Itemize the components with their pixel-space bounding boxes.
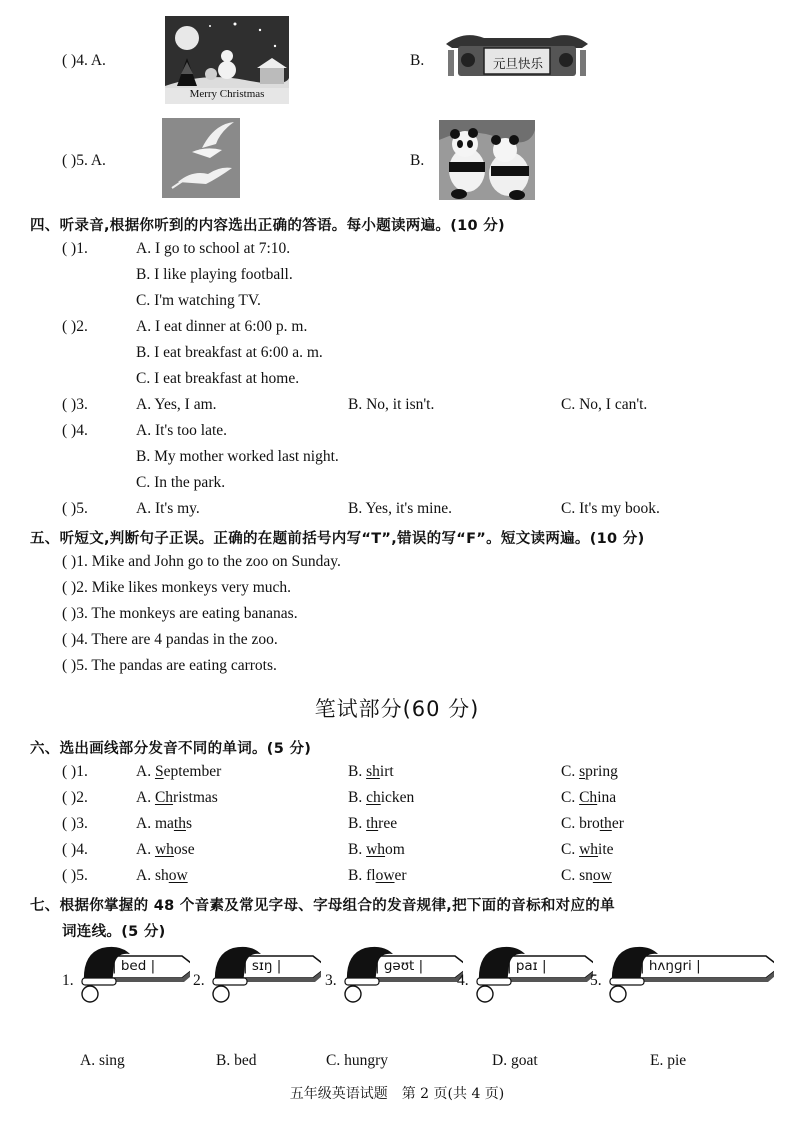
s4-q5-a: A. It's my. <box>136 500 200 517</box>
santa-hat-pencil-icon-5 <box>608 944 774 1004</box>
phonetic-label-1[interactable]: | bed | <box>112 958 156 974</box>
s4-q5-c: C. It's my book. <box>561 500 660 517</box>
s6-q3-num: ( )3. <box>62 815 88 832</box>
picture-question-5-b: B. <box>410 152 425 169</box>
s5-item-3: ( )3. The monkeys are eating bananas. <box>62 605 298 622</box>
pencil-number-2: 2. <box>193 972 205 989</box>
new-year-caption: 元旦快乐 <box>492 56 543 71</box>
s4-q2-a: A. I eat dinner at 6:00 p. m. <box>136 318 308 335</box>
s5-item-4: ( )4. There are 4 pandas in the zoo. <box>62 631 278 648</box>
s6-q2-b: B. chicken <box>348 789 415 806</box>
s4-q4-c: C. In the park. <box>136 474 226 491</box>
santa-hat-pencil-icon-1 <box>80 944 190 1004</box>
s4-q3-a: A. Yes, I am. <box>136 396 217 413</box>
word-b[interactable]: B. bed <box>216 1052 257 1069</box>
merry-christmas-caption: Merry Christmas <box>189 88 265 100</box>
santa-hat-pencil-icon-3 <box>343 944 463 1004</box>
word-c[interactable]: C. hungry <box>326 1052 388 1069</box>
s4-q4-b: B. My mother worked last night. <box>136 448 339 465</box>
phonetic-label-4[interactable]: | paɪ | <box>507 958 547 974</box>
phonetic-label-2[interactable]: | sɪŋ | <box>243 958 282 974</box>
s6-q2-a: A. Christmas <box>136 789 218 806</box>
section5-heading: 五、听短文,判断句子正误。正确的在题前括号内写“T”,错误的写“F”。短文读两遍。(10 分) <box>30 531 645 547</box>
section7-heading-line2: 词连线。(5 分) <box>62 924 166 940</box>
pandas-image <box>439 120 535 200</box>
s6-q5-a: A. show <box>136 867 188 884</box>
s6-q4-c: C. white <box>561 841 614 858</box>
s4-q2-b: B. I eat breakfast at 6:00 a. m. <box>136 344 323 361</box>
s5-item-5: ( )5. The pandas are eating carrots. <box>62 657 277 674</box>
s6-q1-c: C. spring <box>561 763 618 780</box>
s4-q2-c: C. I eat breakfast at home. <box>136 370 300 387</box>
picture-question-5: ( )5. A. <box>62 152 106 169</box>
pencil-number-1: 1. <box>62 972 74 989</box>
s4-q1-a: A. I go to school at 7:10. <box>136 240 291 257</box>
santa-hat-pencil-icon-2 <box>211 944 321 1004</box>
s4-q5-b: B. Yes, it's mine. <box>348 500 452 517</box>
birds-image <box>162 118 240 198</box>
christmas-image <box>165 16 289 104</box>
picture-question-4-b: B. <box>410 52 425 69</box>
s6-q4-a: A. whose <box>136 841 195 858</box>
s4-q3-c: C. No, I can't. <box>561 396 648 413</box>
word-d[interactable]: D. goat <box>492 1052 538 1069</box>
s4-q1-b: B. I like playing football. <box>136 266 293 283</box>
page-footer: 五年级英语试题 第 2 页(共 4 页) <box>289 1086 505 1102</box>
section4-heading: 四、听录音,根据你听到的内容选出正确的答语。每小题读两遍。(10 分) <box>30 218 505 234</box>
s4-q3-num: ( )3. <box>62 396 88 413</box>
s6-q4-b: B. whom <box>348 841 405 858</box>
word-a[interactable]: A. sing <box>80 1052 125 1069</box>
s6-q4-num: ( )4. <box>62 841 88 858</box>
s4-q1-num: ( )1. <box>62 240 88 257</box>
s6-q1-b: B. shirt <box>348 763 394 780</box>
santa-hat-pencil-icon-4 <box>475 944 593 1004</box>
phonetic-label-5[interactable]: | hʌŋɡri | <box>640 958 701 974</box>
written-part-title: 笔试部分(60 分) <box>314 697 480 721</box>
pencil-number-5: 5. <box>590 972 602 989</box>
s6-q5-b: B. flower <box>348 867 407 884</box>
phonetic-label-3[interactable]: | ɡəʊt | <box>375 958 424 974</box>
section6-heading: 六、选出画线部分发音不同的单词。(5 分) <box>30 741 312 757</box>
picture-question-4: ( )4. A. <box>62 52 106 69</box>
s6-q2-num: ( )2. <box>62 789 88 806</box>
pencil-number-3: 3. <box>325 972 337 989</box>
new-year-banner: HAPPY NEW YEAR <box>497 28 543 34</box>
s6-q3-a: A. maths <box>136 815 192 832</box>
s5-item-2: ( )2. Mike likes monkeys very much. <box>62 579 292 596</box>
s6-q3-b: B. three <box>348 815 398 832</box>
s4-q1-c: C. I'm watching TV. <box>136 292 261 309</box>
word-e[interactable]: E. pie <box>650 1052 687 1069</box>
s6-q5-c: C. snow <box>561 867 612 884</box>
new-year-image <box>444 26 590 82</box>
s6-q1-a: A. September <box>136 763 222 780</box>
s4-q4-num: ( )4. <box>62 422 88 439</box>
s6-q5-num: ( )5. <box>62 867 88 884</box>
s4-q4-a: A. It's too late. <box>136 422 228 439</box>
s6-q3-c: C. brother <box>561 815 624 832</box>
s5-item-1: ( )1. Mike and John go to the zoo on Sunday. <box>62 553 341 570</box>
pencil-number-4: 4. <box>457 972 469 989</box>
s4-q5-num: ( )5. <box>62 500 88 517</box>
s4-q3-b: B. No, it isn't. <box>348 396 435 413</box>
section7-heading-line1: 七、根据你掌握的 48 个音素及常见字母、字母组合的发音规律,把下面的音标和对应的单 <box>30 898 615 914</box>
s6-q2-c: C. China <box>561 789 617 806</box>
s4-q2-num: ( )2. <box>62 318 88 335</box>
s6-q1-num: ( )1. <box>62 763 88 780</box>
